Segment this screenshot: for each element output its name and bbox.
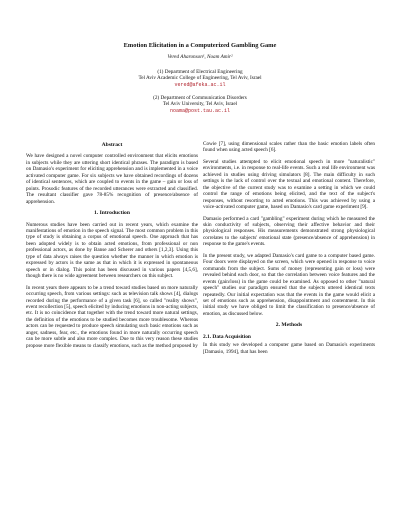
affiliation-2-institution: Tel Aviv University, Tel Aviv, Israel: [162, 101, 238, 108]
paper-authors: Vered Aharonson¹, Noam Amir²: [167, 54, 233, 60]
affiliation-2-email[interactable]: noama@post.tau.ac.il: [169, 107, 230, 114]
right-paragraph-3: Damasio performed a card "gambling" experiment during which he measured the skin conductivity of subjects, observing their affective behavior and their physiological responses. His measurements demonstrated strong physiological correlates to the subjects' emotional state (presence/absence of apprehension) in response to the game's events.: [203, 215, 375, 248]
right-paragraph-4: In the present study, we adapted Damasio's card game to a computer based game. Four doors were displayed on the screen, which were opened in response to voice commands from the subject. Sums of money (representing gain or loss) were revealed behind each door, so that the correlation between voice features and the events (gain/loss) in the game could be examined. As opposed to other "natural speech" studies our paradigm ensured that the subjects uttered identical texts repeatedly. Our initial expectation was that the events in the game would elicit a set of emotions such as apprehension, disappointment and contentment. In this initial study we have obliged to limit the classification to presence/absence of emotion, as discussed below.: [203, 252, 375, 317]
paper-title: Emotion Elicitation in a Computerized Gambling Game: [123, 42, 277, 49]
intro-paragraph-1: Numerous studies have been carried out in recent years, which examine the manifestations of emotion in the speech signal. The most common problem in this type of study is obtaining a corpus of emotional speech. One approach that has been adopted widely is to obtain acted emotions, from professional or non professional actors, as done by Banse and Scherer and others [1,2,3]. Using this type of data always raises the question whether the manner in which emotion is expressed by actors is the same as that in which it is expressed in spontaneous speech or in dialog. This point has been discussed in various papers [4,5,6], though there is no wide agreement between researchers on this subject.: [26, 221, 198, 280]
affiliation-1-email[interactable]: vered@afeka.ac.il: [174, 81, 226, 88]
affiliation-2-dept: (2) Department of Communication Disorders: [153, 95, 247, 101]
affiliation-1: [0, 69, 400, 88]
affiliation-2: [0, 95, 400, 114]
right-column: [203, 141, 375, 360]
methods-heading: 2. Methods: [275, 322, 303, 329]
introduction-heading: 1. Introduction: [94, 210, 130, 217]
abstract-heading: Abstract: [101, 142, 123, 148]
data-acquisition-paragraph: In this study we developed a computer game based on Damasio's experiments [Damasio, 1994], that has been: [203, 342, 375, 355]
intro-paragraph-2: In recent years there appears to be a trend toward studies based on more naturally occurring speech, from various settings: such as television talk shows [4], dialogs recorded during the performance of a given task [6], so called "reality shows", event recollection [5], speech elicited by inducing emotions in non-acting subjects, etc. It is no coincidence that together with the trend toward more natural settings, the definition of the emotions to be studied becomes more troublesome. Whereas actors can be requested to produce speech simulating such basic emotions such as anger, sadness, fear, etc., the emotions found in more naturally occurring speech can be more subtle and also more complex. Due to this very reason these studies propose more flexible means to classify emotions, such as the method proposed by: [26, 284, 199, 349]
right-paragraph-1: Cowie [7], using dimensional scales rather than the basic emotion labels often found when using acted speech [6].: [203, 141, 375, 154]
abstract-text: We have designed a novel computer controlled environment that elicits emotions in subjects while they are uttering short identical phrases. The paradigm is based on Damasio's experiment for eliciting apprehension and is implemented in a voice activated computer game. For six subjects we have obtained recordings of dozens of identical sentences, which are coupled to events in the game – gain or loss of points. Prosodic features of the recorded utterances were extracted and classified. The resultant classifier gave 78-85% recognition of presence/absence of apprehension.: [26, 153, 198, 205]
right-paragraph-2: Several studies attempted to elicit emotional speech in more "naturalistic" environments, i.e. in response to real-life events. Such a real life environment was achieved in studies using driving simulators [8]. The main difficulty in such settings is the lack of control over the textual and emotional content. Therefore, the objective of the current study was to examine a setting in which we could control the range of emotions being elicited, and the text of the subject's responses, without resorting to acted emotions. This was achieved by using a voice-activated computer game, based on Damasio's card game experiment [9].: [203, 158, 375, 211]
affiliation-1-dept: (1) Department of Electrical Engineering: [157, 69, 243, 75]
affiliation-1-institution: Tel Aviv Academic College of Engineering, Tel Aviv, Israel: [138, 75, 262, 82]
data-acquisition-heading: 2.1. Data Acquisition: [203, 333, 251, 340]
left-column: [26, 140, 198, 354]
